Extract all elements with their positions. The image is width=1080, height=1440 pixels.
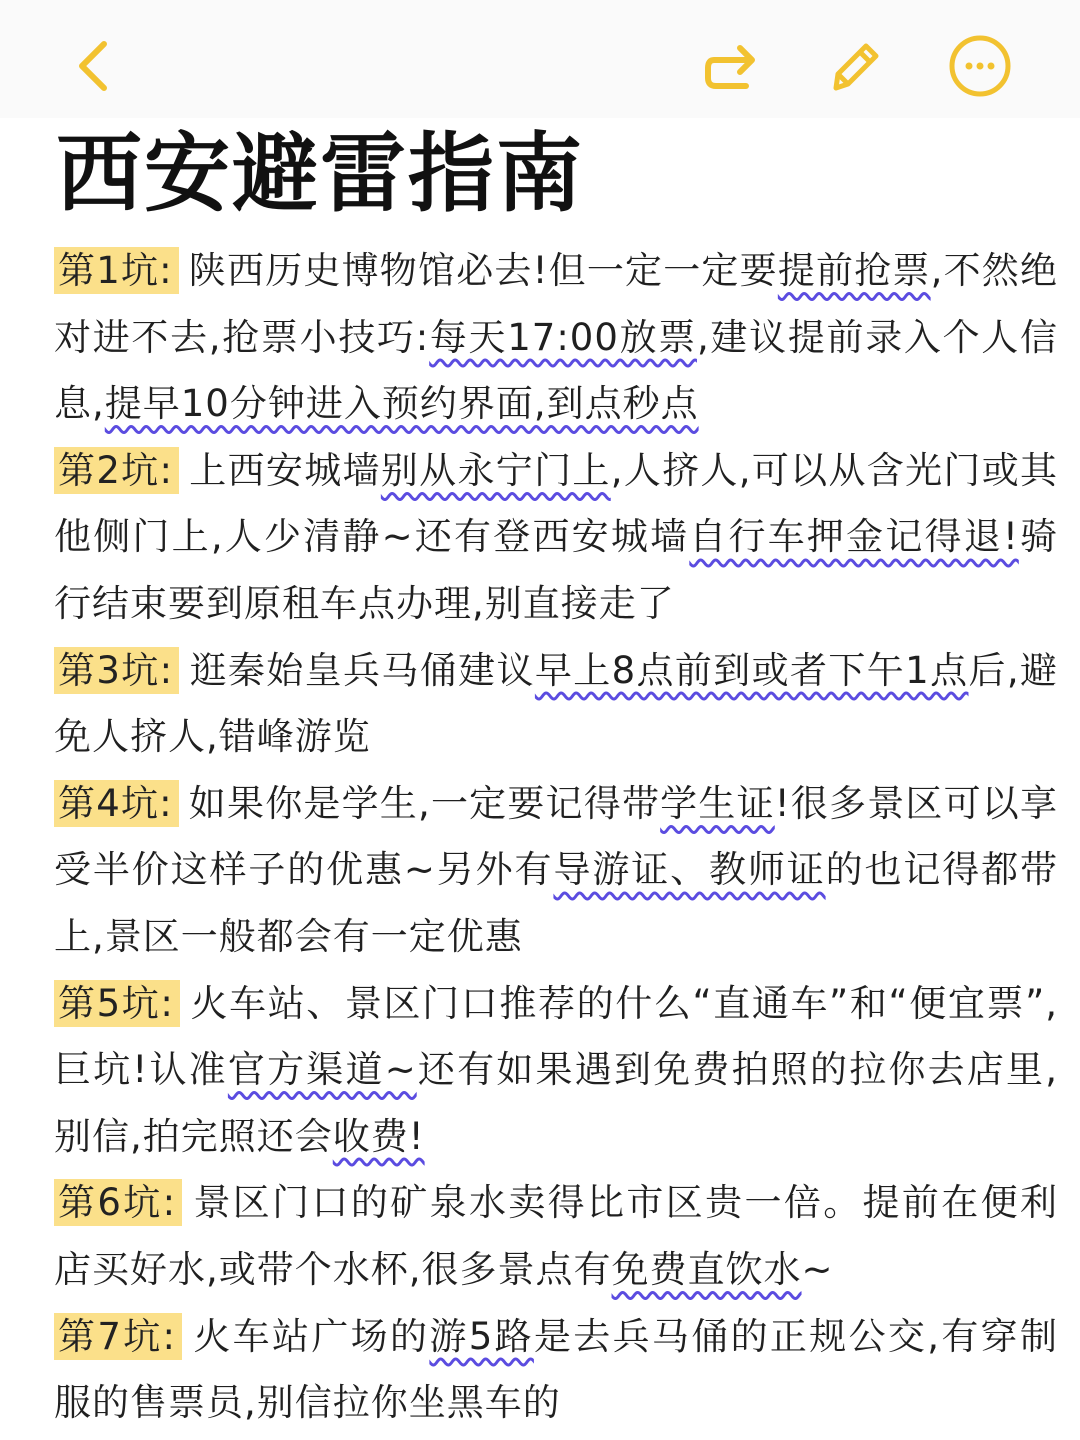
pitfall-item <box>54 1170 1058 1303</box>
body-text: ~ <box>801 1247 834 1291</box>
body-text: 逛秦始皇兵马俑建议 <box>189 648 535 692</box>
pitfall-label: 第5坑: <box>54 980 180 1027</box>
underlined-highlight: 每天17:00放票 <box>429 315 697 359</box>
underlined-highlight: 收费! <box>332 1114 425 1158</box>
pitfall-item <box>54 1304 1058 1437</box>
pitfall-label: 第4坑: <box>54 780 179 827</box>
pitfall-label: 第6坑: <box>54 1179 182 1226</box>
body-text: 火车站广场的 <box>192 1314 430 1358</box>
more-dots-icon <box>947 33 1013 99</box>
underlined-highlight: 自行车押金记得退! <box>689 515 1019 559</box>
chevron-left-icon <box>66 36 126 96</box>
pitfall-item <box>54 638 1058 771</box>
body-text: 火车站、景区门口推荐的什么“直通车”和“便宜票”,巨坑!认准 <box>54 981 1059 1092</box>
pitfall-item <box>54 438 1058 638</box>
pitfall-label: 第7坑: <box>54 1313 182 1360</box>
body-text: 的也记得都带上,景区一般都会有一定优惠 <box>54 848 1058 958</box>
edit-button[interactable] <box>816 28 892 104</box>
body-text: 还有如果遇到免费拍照的拉你去店里,别信,拍完照还会 <box>54 1048 1058 1158</box>
pitfall-item <box>54 971 1058 1171</box>
page-title: 西安避雷指南 <box>56 124 584 224</box>
body-text: 后,避免人挤人,错峰游览 <box>54 648 1058 759</box>
note-content <box>54 238 1058 1437</box>
underlined-highlight: 学生证 <box>660 781 775 825</box>
underlined-highlight: 提早10分钟进入预约界面,到点秒点 <box>104 382 699 426</box>
top-toolbar <box>0 0 1080 118</box>
underlined-highlight: 免费直饮水 <box>611 1247 802 1291</box>
body-text: 上西安城墙 <box>188 448 381 492</box>
underlined-highlight: 游5路 <box>429 1314 534 1358</box>
pencil-icon <box>822 34 886 98</box>
pitfall-label: 第1坑: <box>54 247 179 294</box>
pitfall-item <box>54 238 1058 438</box>
pitfall-label: 第2坑: <box>54 447 179 494</box>
share-button[interactable] <box>694 28 770 104</box>
body-text: ,建议提前录入个人信息, <box>54 315 1058 426</box>
body-text: 景区门口的矿泉水卖得比市区贵一倍。提前在便利店买好水,或带个水杯,很多景点有 <box>54 1181 1058 1291</box>
pitfall-item <box>54 771 1058 971</box>
pitfall-label: 第3坑: <box>54 647 179 694</box>
body-text: ,人挤人,可以从含光门或其他侧门上,人少清静~还有登西安城墙 <box>54 448 1059 559</box>
back-button[interactable] <box>58 28 134 104</box>
share-arrow-icon <box>700 34 764 98</box>
body-text: 是去兵马俑的正规公交,有穿制服的售票员,别信拉你坐黑车的 <box>54 1314 1059 1425</box>
underlined-highlight: 别从永宁门上 <box>380 448 611 492</box>
body-text: 骑行结束要到原租车点办理,别直接走了 <box>54 515 1059 625</box>
body-text: !很多景区可以享受半价这样子的优惠~另外有 <box>54 781 1059 892</box>
underlined-highlight: 提前抢票 <box>777 249 931 292</box>
underlined-highlight: 导游证、教师证 <box>553 848 826 892</box>
body-text: 陕西历史博物馆必去!但一定一定要 <box>188 249 778 292</box>
body-text: 如果你是学生,一定要记得带 <box>188 781 661 825</box>
body-text: ,不然绝对进不去,抢票小技巧: <box>54 249 1058 359</box>
underlined-highlight: 早上8点前到或者下午1点 <box>534 648 969 692</box>
more-button[interactable] <box>942 28 1018 104</box>
underlined-highlight: 官方渠道~ <box>227 1048 417 1092</box>
